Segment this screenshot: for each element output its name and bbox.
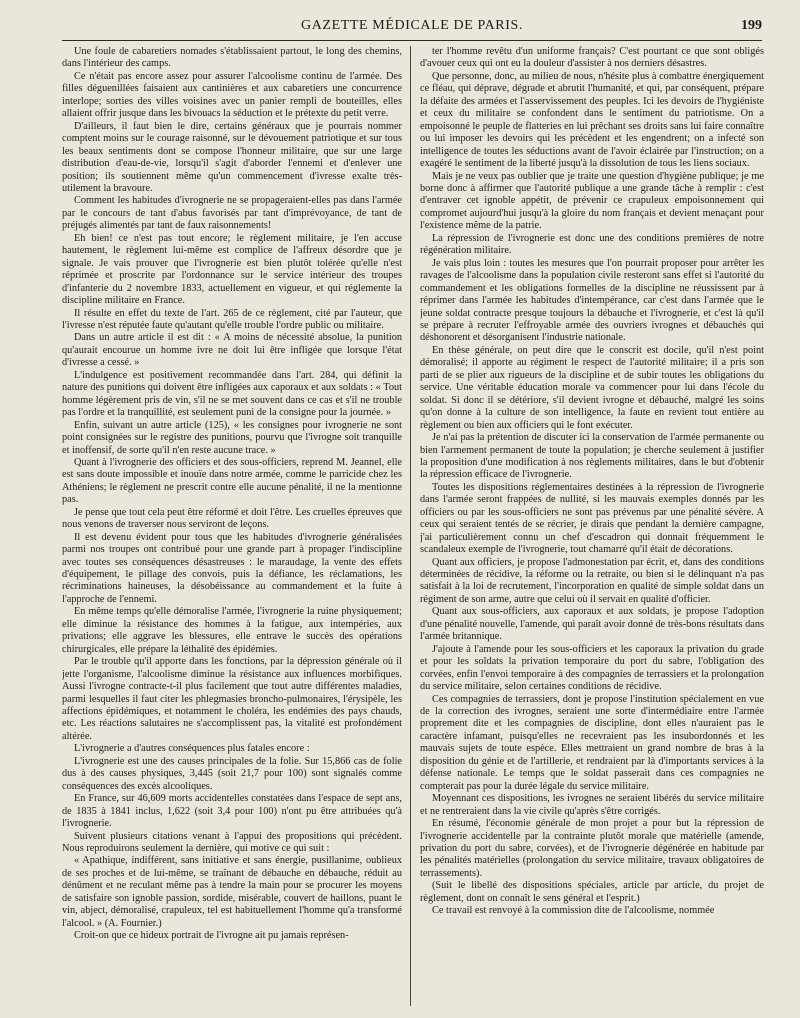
right-column-paragraph: Quant aux officiers, je propose l'admonestation par écrit, et, dans des conditions déterminées de récidive, la réforme ou la retraite, ou bien si le délinquant n'a pas satisfait à la loi de recrutement, l'incorporation en qualité de simple soldat dans un régiment de son arme, autre que celui où il servait en qualité d'officier.	[420, 556, 764, 605]
left-column-paragraph: Par le trouble qu'il apporte dans les fonctions, par la dépression générale où il jette l'organisme, l'alcoolisme diminue la résistance aux influences morbifiques. Aussi l'ivrogne contracte-t-il plus facilement que tout autre différentes maladies, parmi lesquelles il faut citer les phlegmasies broncho-pulmonaires, l'érysipèle, les affections épidémiques, et notamment le choléra, les endémies des pays chauds, etc. Les réactions salutaires ne s'accomplissent pas, la vitalité est profondément altérée.	[62, 656, 402, 742]
right-column-paragraph: ter l'homme revêtu d'un uniforme français? C'est pourtant ce que sont obligés d'avouer ceux qui ont eu la douleur d'assister à nos derniers désastres.	[420, 46, 764, 70]
left-column-paragraph: Dans un autre article il est dit : « A moins de nécessité absolue, la punition qu'aurait encourue un homme ivre ne doit lui être infligée que lorsque l'état d'ivresse a cessé. »	[62, 332, 402, 369]
right-column-paragraph: Je vais plus loin : toutes les mesures que l'on pourrait proposer pour arrêter les ravages de l'alcoolisme dans la population civile resteront sans effet si l'autorité du commandement et les obligations formelles de la discipline ne réussissent par à réprimer dans l'armée les habitudes d'intempérance, car c'est dans l'armée que le jeune soldat contracte presque toujours la débauche et l'ivrognerie, et c'est là qu'il se prépare à recruter l'effroyable armée des ouvriers ivrognes et débauchés qui déshonorent et désorganisent l'industrie nationale.	[420, 257, 764, 344]
column-divider	[410, 46, 411, 1006]
right-column-paragraph: Que personne, donc, au milieu de nous, n'hésite plus à combattre énergiquement ce fléau, qui déprave, dégrade et abrutit l'humanité, et qui, par conséquent, prépare la défaite des armées et l'asservissement des peuples. Ici les devoirs de l'hygiéniste et ceux du militaire se confondent dans le sentiment du patriotisme. On a empoisonné le peuple de flatteries en lui prêchant ses droits sans lui faire connaître ou lui imposer les devoirs qui les précèdent et les engendrent; on a infecté son intelligence de toutes les séductions avant de l'avoir éclairée par l'instruction; on a exagéré le sentiment de la liberté jusqu'à la dissolution de tous les liens sociaux.	[420, 70, 764, 170]
left-column-paragraph: Une foule de cabaretiers nomades s'établissaient partout, le long des chemins, dans l'intérieur des camps.	[62, 46, 402, 70]
left-column-paragraph: En France, sur 46,609 morts accidentelles constatées dans l'espace de sept ans, de 1835 à 1841 inclus, 1,622 (soit 3,4 pour 100) n'ont pu être attribuées qu'à l'ivrognerie.	[62, 793, 402, 830]
journal-title: GAZETTE MÉDICALE DE PARIS.	[301, 18, 523, 33]
left-column-paragraph: « Apathique, indifférent, sans initiative et sans énergie, pusillanime, oublieux de ses proches et de lui-même, se traînant de débauche en débauche, réduit au dénûment et ne reculant même pas à tendre la main pour se procurer les moyens de satisfaire son ignoble passion, sordide, misérable, couvert de haillons, puant le vin, abject, démoralisé, crapuleux, tel est habituellement l'homme qu'a transformé l'alcool. » (A. Fournier.)	[62, 855, 402, 929]
right-column-paragraph: Moyennant ces dispositions, les ivrognes ne seraient libérés du service militaire et ne rentreraient dans la vie civile qu'après s'être corrigés.	[420, 793, 764, 817]
right-column-paragraph: Mais je ne veux pas oublier que je traite une question d'hygiène publique; je me borne donc à affirmer que l'autorité publique a une grande tâche à remplir : c'est d'entraver cet ignoble appétit, de prévenir ce crapuleux empoisonnement qui compromet aujourd'hui jusqu'à la gloire du nom français et devient menaçant pour l'existence même de la patrie.	[420, 170, 764, 232]
left-column-paragraph: L'indulgence est positivement recommandée dans l'art. 284, qui définit la nature des punitions qui doivent être infligées aux caporaux et aux soldats : « Tout homme légèrement pris de vin, s'il ne se met souvent dans ce cas et s'il ne trouble pas l'ordre et la tranquillité, est seulement puni de la consigne pour la journée. »	[62, 369, 402, 419]
left-column-paragraph: Enfin, suivant un autre article (125), « les consignes pour ivrognerie ne sont point consignées sur le registre des punitions, pourvu que l'ivrogne soit tranquille et inoffensif, de sorte qu'il n'en reste aucune trace. »	[62, 419, 402, 456]
right-column-paragraph: Ce travail est renvoyé à la commission dite de l'alcoolisme, nommée	[432, 905, 715, 917]
right-column-paragraph: J'ajoute à l'amende pour les sous-officiers et les caporaux la privation du grade et pour les soldats la privation temporaire du port du sabre, l'obligation des corvées, enfin l'envoi temporaire à des compagnies de terrassiers et la prolongation du service militaire, selon certaines conditions de récidive.	[420, 643, 764, 693]
left-column-paragraph: Quant à l'ivrognerie des officiers et des sous-officiers, reprend M. Jeannel, elle est sans doute impossible et inouïe dans notre armée, comme le parricide chez les Athéniens; le règlement ne prescrit contre elle aucune pénalité, il ne la mentionne pas.	[62, 456, 402, 506]
right-column-paragraph: Toutes les dispositions réglementaires destinées à la répression de l'ivrognerie dans l'armée seront frappées de nullité, si les mauvais exemples donnés par les officiers ou par les sous-officiers ne sont pas prévenus par une pénalité sévère. A ceux qui seraient tentés de se récrier, je dirais que pendant la dernière campagne, j'ai particulièrement connu un chef d'escadron qui donnait fréquemment le scandaleux exemple de l'ivrognerie, tout chamarré qu'il était de décorations.	[420, 481, 764, 556]
left-column-paragraph: Comment les habitudes d'ivrognerie ne se propageraient-elles pas dans l'armée par le concours de tant d'abus favorisés par tant d'imprévoyance, de tant de préjugés alimentés par tant de faux raisonnements!	[62, 195, 402, 232]
left-column-paragraph: Croit-on que ce hideux portrait de l'ivrogne ait pu jamais représen-	[74, 930, 349, 942]
left-column-paragraph: En même temps qu'elle démoralise l'armée, l'ivrognerie la ruine physiquement; elle diminue la résistance des hommes à la fatigue, aux intempéries, aux privations; elle aggrave les blessures, elle entrave le succès des opérations chirurgicales, elle prépare la léthalité des épidémies.	[62, 606, 402, 655]
right-column-paragraph: En résumé, l'économie générale de mon projet a pour but la répression de l'ivrognerie accidentelle par la contrainte plutôt morale que matérielle (amende, privation du port du sabre, corvées), et de l'ivrognerie dégénérée en habitude par les pénalités matérielles (prolongation du service militaire, travaux obligatoires de terrassements).	[420, 818, 764, 879]
right-column-paragraph: Quant aux sous-officiers, aux caporaux et aux soldats, je propose l'adoption d'une pénalité nouvelle, l'amende, qui paraît avoir donné de très-bons résultats dans l'armée britannique.	[420, 606, 764, 643]
left-column	[62, 46, 402, 1006]
left-column-paragraph: Il résulte en effet du texte de l'art. 265 de ce règlement, cité par l'auteur, que l'ivresse n'est réputée faute qu'autant qu'elle trouble l'ordre public ou militaire.	[62, 307, 402, 331]
left-column-paragraph: Suivent plusieurs citations venant à l'appui des propositions qui précèdent. Nous reproduirons seulement la dernière, qui motive ce qui suit :	[62, 830, 402, 854]
left-column-paragraph: Ce n'était pas encore assez pour assurer l'alcoolisme continu de l'armée. Des filles déguenillées faisaient aux cantinières et aux cabaretiers une concurrence interlope; sorties des villes voisines avec un panier rempli de bouteilles, elles allaient offrir jusque dans les bivouacs la séduction et le prétexte du petit verre.	[62, 70, 402, 120]
left-column-paragraph: L'ivrognerie est une des causes principales de la folie. Sur 15,866 cas de folie dus à des causes physiques, 3,445 (soit 21,7 pour 100) sont signalés comme conséquences des excès alcooliques.	[62, 755, 402, 792]
right-column-paragraph: En thèse générale, on peut dire que le conscrit est docile, qu'il n'est point démoralisé; il apporte au régiment le respect de l'autorité militaire; il a pris son parti de se plier aux rigueurs de la discipline et de subir toutes les obligations du service. Une véritable éducation morale va commencer pour lui dans l'école du soldat. Si donc il se détériore, s'il devient ivrogne et débauché, malgré les soins qu'on donne à la culture de son intelligence, la faute en revient tout entière au règlement ou bien aux officiers qui le font exécuter.	[420, 344, 764, 431]
left-column-paragraph: D'ailleurs, il faut bien le dire, certains généraux que je pourrais nommer comptent moins sur le courage raisonné, sur le dévouement patriotique et sur tous les beaux sentiments dont se compose l'honneur militaire, que sur une large distribution d'eau-de-vie, lorsqu'il s'agit d'aborder l'ennemi et d'enlever une position; ils soutiennent même qu'un commencement d'ivresse exalte très-utilement la bravoure.	[62, 120, 402, 194]
right-column-paragraph: Je n'ai pas la prétention de discuter ici la conservation de l'armée permanente ou bien l'armement permanent de toute la population; je cherche seulement à justifier la proposition d'une modification à nos règlements militaires, dans le but d'obtenir la répression efficace de l'ivrognerie.	[420, 432, 764, 481]
left-column-paragraph: Eh bien! ce n'est pas tout encore; le règlement militaire, je l'en accuse hautement, le règlement lui-même est complice de l'affreux désordre que je signale. Je vais prouver que l'ivrognerie est bien plutôt tolérée qu'elle n'est réprimée et proscrite par l'ordonnance sur le service intérieur des troupes d'infanterie du 2 novembre 1833, actuellement en vigueur, et qui réglemente la discipline militaire en France.	[62, 232, 402, 307]
left-column-paragraph: Il est devenu évident pour tous que les habitudes d'ivrognerie généralisées parmi nos troupes ont contribué pour une grande part à propager l'indiscipline avec toutes ses conséquences désastreuses : le maraudage, la vente des effets d'équipement, le pillage des convois, puis la défiance, les réclamations, les récriminations haineuses, la désobéissance au commandement et la fuite à l'approche de l'ennemi.	[62, 531, 402, 605]
page-number: 199	[741, 18, 762, 33]
right-column-paragraph: La répression de l'ivrognerie est donc une des conditions premières de notre régénération militaire.	[420, 232, 764, 257]
running-header	[62, 14, 762, 41]
right-column-paragraph: (Suit le libellé des dispositions spéciales, article par article, du projet de règlement, dont on connaît le sens général et l'esprit.)	[420, 880, 764, 904]
left-column-paragraph: L'ivrognerie a d'autres conséquences plus fatales encore :	[74, 743, 310, 755]
left-column-paragraph: Je pense que tout cela peut être réformé et doit l'être. Les cruelles épreuves que nous venons de traverser nous serviront de leçons.	[62, 506, 402, 531]
right-column	[420, 46, 764, 1006]
right-column-paragraph: Ces compagnies de terrassiers, dont je propose l'institution spécialement en vue de la correction des ivrognes, seraient une sorte d'intermédiaire entre l'armée proprement dite et les compagnies de discipline, dont elles n'auraient pas le caractère infamant, puisqu'elles ne recevraient pas les insubordonnés et les mauvais sujets de toute espèce. Elles mettraient un grand nombre de bras à la disposition du génie et de l'artillerie, et rendraient par là d'importants services à la défense nationale. Le temps que le soldat passerait dans ces compagnies ne compterait pas pour la durée légale du service militaire.	[420, 693, 764, 792]
